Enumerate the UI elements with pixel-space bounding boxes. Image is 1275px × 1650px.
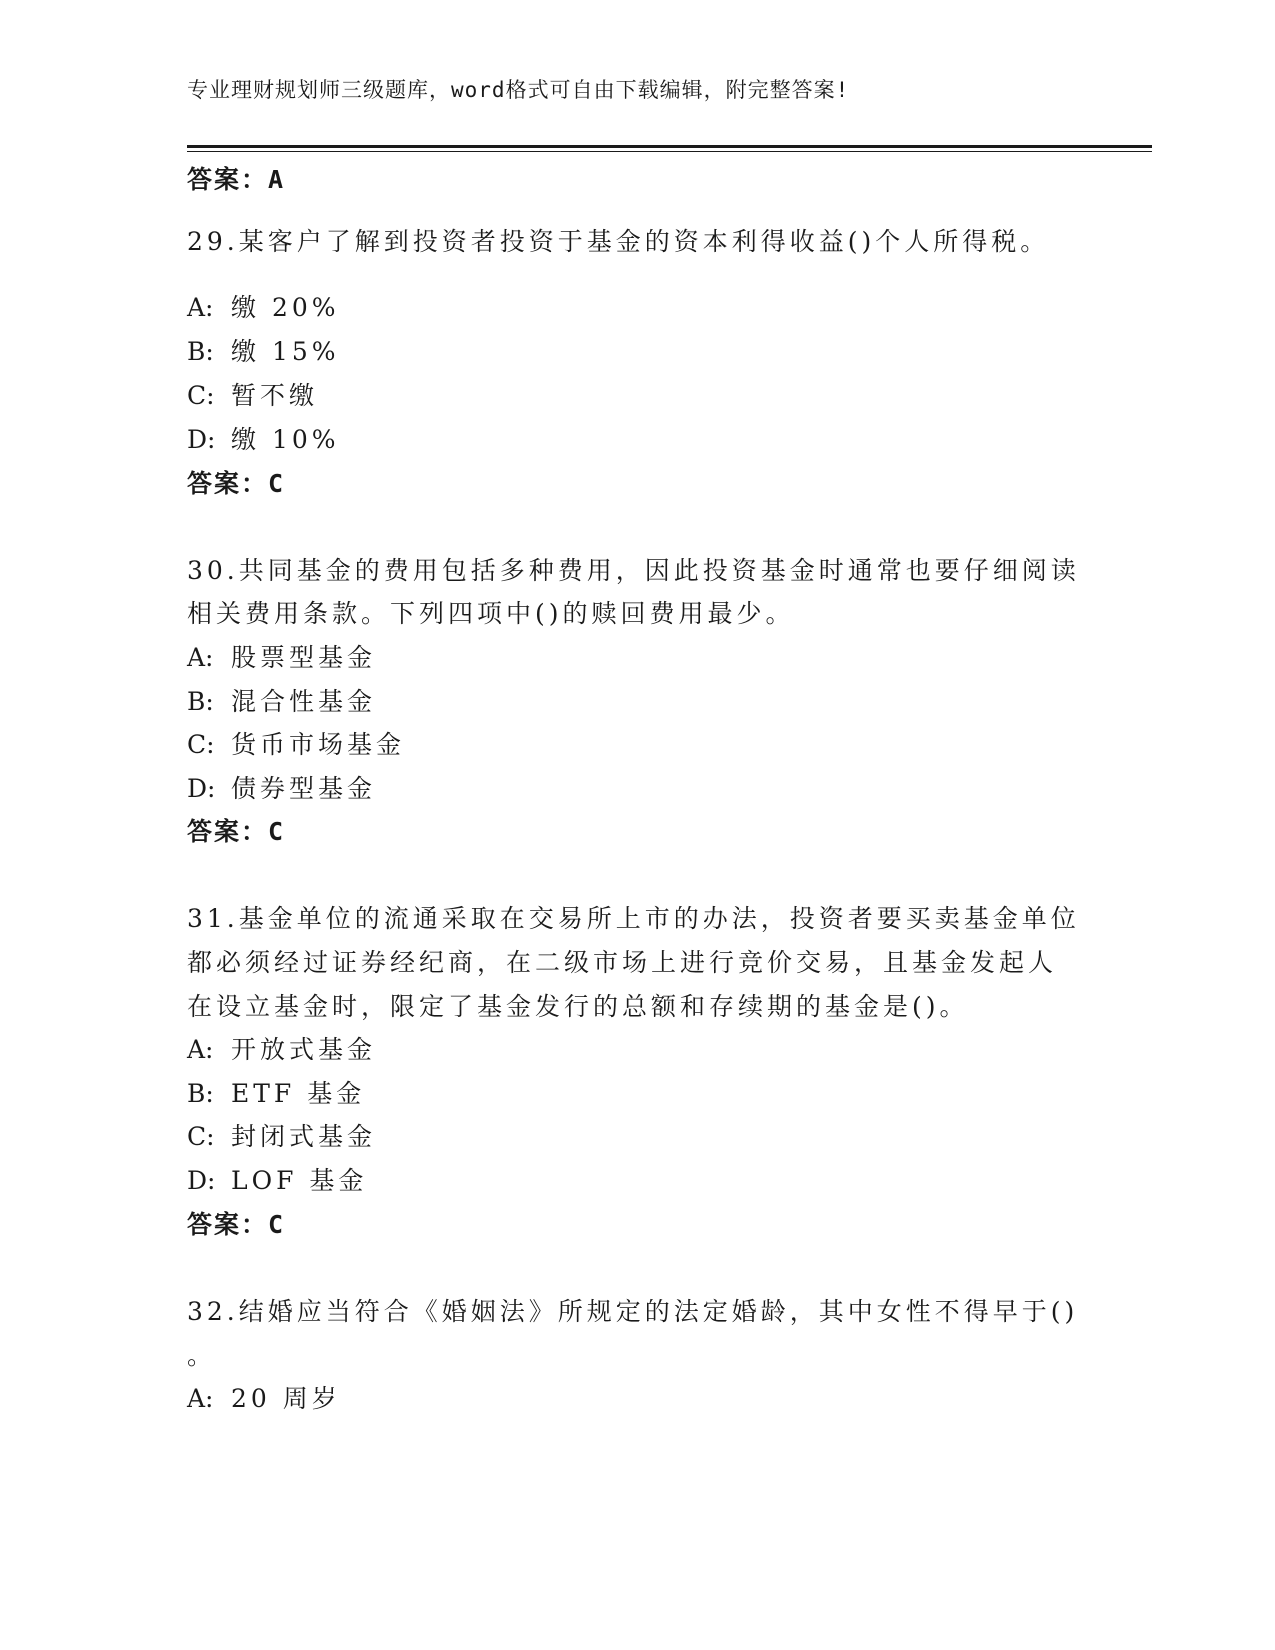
answer-line: 答案：C [187,1210,286,1239]
option-text: 暂不缴 [231,381,319,410]
option-item [187,769,376,805]
question-text: 29.某客户了解到投资者投资于基金的资本利得收益()个人所得税。 [187,227,1050,256]
option-key: B: [187,687,214,716]
option-item [187,725,405,761]
option-text: 货币市场基金 [231,730,406,759]
option-key: A: [187,643,214,672]
answer-line: 答案：A [187,165,286,194]
question-text: 相关费用条款。下列四项中()的赎回费用最少。 [187,599,795,628]
option-text: 开放式基金 [231,1035,377,1064]
question-text: 32.结婚应当符合《婚姻法》所规定的法定婚龄，其中女性不得早于() [187,1297,1079,1326]
option-item [187,1030,376,1066]
question-text: 30.共同基金的费用包括多种费用，因此投资基金时通常也要仔细阅读 [187,556,1080,585]
option-text: 缴 10% [231,425,340,454]
option-key: C: [187,381,215,410]
option-key: D: [187,774,216,803]
question-text: 。 [187,1341,217,1370]
answer-line: 答案：C [187,469,286,498]
option-key: A: [187,1035,214,1064]
page-header: 专业理财规划师三级题库，word格式可自由下载编辑，附完整答案! [187,78,850,102]
option-text: 股票型基金 [231,643,377,672]
option-text: ETF 基金 [231,1079,366,1108]
option-key: A: [187,293,214,322]
option-text: 缴 20% [231,293,340,322]
option-key: C: [187,730,215,759]
option-key: A: [187,1384,214,1413]
option-key: D: [187,425,216,454]
option-item [187,1379,341,1415]
option-key: B: [187,1079,214,1108]
option-text: 缴 15% [231,337,340,366]
option-text: 混合性基金 [231,687,377,716]
question-text: 都必须经过证券经纪商，在二级市场上进行竞价交易，且基金发起人 [187,948,1058,977]
option-item [187,638,376,674]
option-text: 20 周岁 [231,1384,341,1413]
option-text: 债券型基金 [231,774,377,803]
option-item [187,1074,365,1110]
option-item [187,332,340,368]
option-text: LOF 基金 [231,1166,368,1195]
option-key: D: [187,1166,216,1195]
option-item [187,288,340,324]
option-item [187,376,318,412]
option-item [187,1117,376,1153]
option-item [187,1161,367,1197]
option-text: 封闭式基金 [231,1122,377,1151]
option-item [187,420,340,456]
option-key: B: [187,337,214,366]
header-rule-thin [187,151,1152,152]
question-text: 31.基金单位的流通采取在交易所上市的办法，投资者要买卖基金单位 [187,904,1080,933]
answer-line: 答案：C [187,817,286,846]
option-item [187,682,376,718]
option-key: C: [187,1122,215,1151]
header-rule-thick [187,145,1152,148]
question-text: 在设立基金时，限定了基金发行的总额和存续期的基金是()。 [187,992,969,1021]
